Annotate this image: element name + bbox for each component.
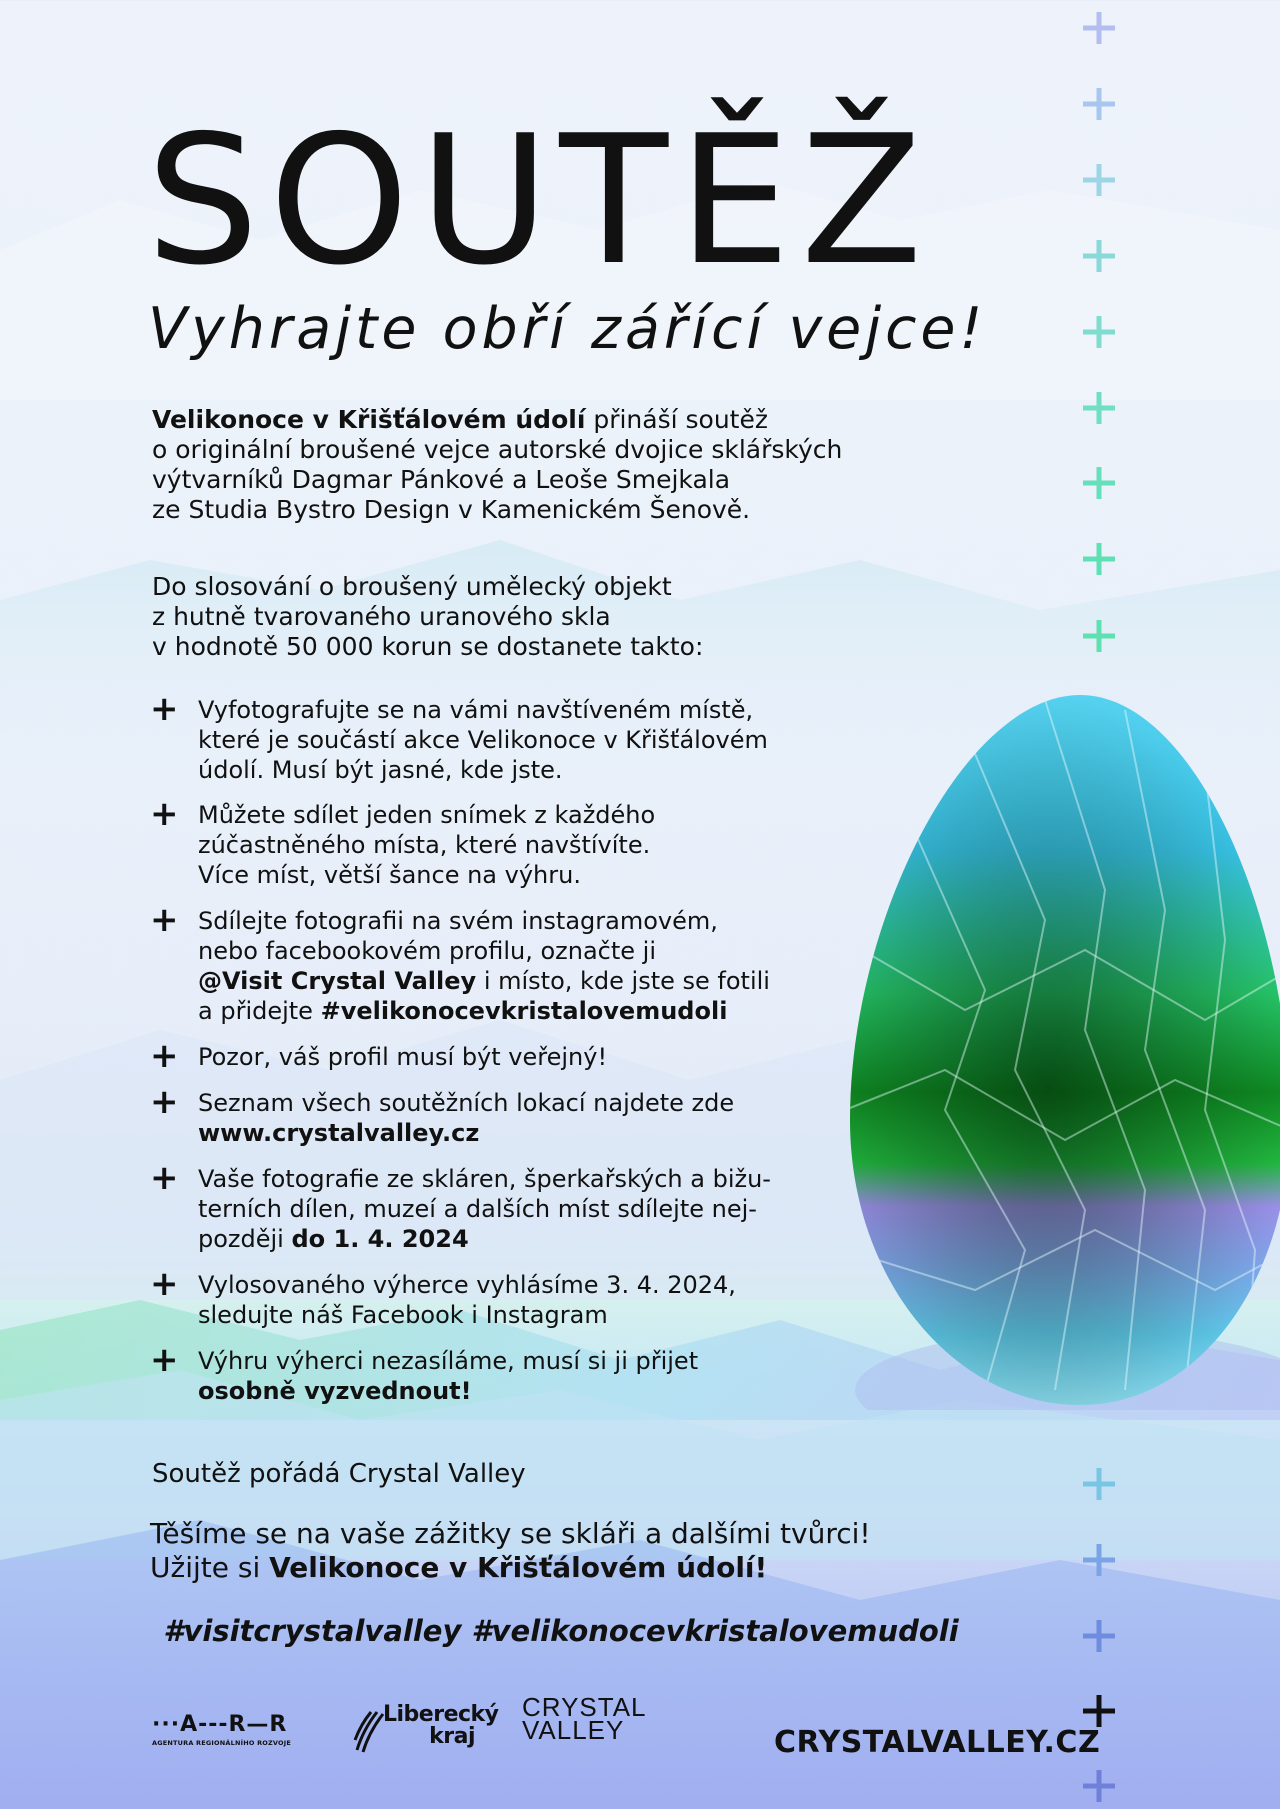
arr-logo — [152, 1712, 312, 1747]
crystal-valley-logo-line-1: CRYSTAL — [522, 1692, 647, 1722]
rule-1-line-1: Vyfotografujte se na vámi navštíveném místě, — [198, 696, 754, 724]
list-item — [150, 1158, 830, 1254]
plus-icon: + — [150, 794, 179, 834]
rule-3-line-3-rest: i místo, kde jste se fotili — [476, 967, 770, 995]
liberecky-kraj-text — [383, 1702, 499, 1749]
website-link[interactable]: www.crystalvalley.cz — [198, 1119, 480, 1147]
rule-5-line-1: Seznam všech soutěžních lokací najdete zde — [198, 1089, 735, 1117]
draw-paragraph — [152, 572, 972, 662]
plus-icon: + — [150, 1158, 179, 1198]
instagram-handle: @Visit Crystal Valley — [198, 967, 477, 995]
rule-7-line-2: sledujte náš Facebook i Instagram — [198, 1301, 608, 1329]
plus-icon: + — [150, 689, 179, 729]
plus-icon: + — [150, 1036, 179, 1076]
closing-line-2-pre: Užijte si — [150, 1551, 270, 1584]
intro-line-1: přináší soutěž — [585, 405, 768, 434]
crystal-egg-image — [845, 690, 1280, 1410]
rule-2-line-2: zúčastněného místa, které navštívíte. — [198, 831, 651, 859]
intro-line-2: o originální broušené vejce autorské dvojice sklářských — [152, 435, 843, 464]
rule-1-line-2: které je součástí akce Velikonoce v Křišťálovém — [198, 726, 768, 754]
draw-line-1: Do slosování o broušený umělecký objekt — [152, 572, 672, 601]
rule-3-line-1: Sdílejte fotografii na svém instagramovém, — [198, 907, 718, 935]
rule-3-line-3 — [198, 966, 830, 996]
plus-icon: + — [150, 1264, 179, 1304]
plus-icon: + — [150, 1082, 179, 1122]
rule-3-line-4 — [198, 996, 830, 1026]
intro-line-3: výtvarníků Dagmar Pánkové a Leoše Smejkala — [152, 465, 731, 494]
list-item — [150, 794, 830, 890]
rules-list — [150, 689, 830, 1406]
liberecky-kraj-line-1: Liberecký — [383, 1702, 499, 1727]
list-item — [150, 1036, 830, 1076]
list-item — [150, 1082, 830, 1148]
hashtag-text: #velikonocevkristalovemudoli — [320, 997, 728, 1025]
rule-8-line-2: osobně vyzvednout! — [198, 1377, 472, 1405]
closing-line-2 — [150, 1551, 871, 1585]
closing-line-1: Těšíme se na vaše zážitky se skláři a dalšími tvůrci! — [150, 1517, 871, 1550]
crystal-valley-logo — [522, 1692, 647, 1745]
intro-bold-lead: Velikonoce v Křišťálovém údolí — [152, 405, 586, 434]
rule-8-line-1: Výhru výherci nezasíláme, musí si ji přijet — [198, 1347, 699, 1375]
crystal-valley-logo-line-2: VALLEY — [522, 1715, 625, 1745]
footer-website-link[interactable]: CRYSTALVALLEY.CZ — [774, 1725, 1101, 1760]
rule-2-line-3: Více míst, větší šance na výhru. — [198, 861, 581, 889]
closing-line-2-bold: Velikonoce v Křišťálovém údolí! — [269, 1551, 768, 1584]
rule-3-line-4-pre: a přidejte — [198, 997, 321, 1025]
arr-logo-mark: ···A---R—R — [152, 1712, 288, 1737]
rule-7-line-1: Vylosovaného výherce vyhlásíme 3. 4. 2024, — [198, 1271, 736, 1299]
plus-icon: + — [150, 900, 179, 940]
intro-paragraph — [152, 405, 972, 525]
liberecky-kraj-logo — [353, 1702, 499, 1758]
rule-3-line-2: nebo facebookovém profilu, označte ji — [198, 937, 656, 965]
closing-text — [150, 1517, 871, 1585]
rule-6-line-2: terních dílen, muzeí a dalších míst sdílejte nej- — [198, 1195, 757, 1223]
page-title: SOUTĚŽ — [146, 97, 933, 304]
rule-6-line-3-pre: později — [198, 1225, 292, 1253]
liberecky-kraj-line-2: kraj — [429, 1724, 475, 1749]
draw-line-2: z hutně tvarovaného uranového skla — [152, 602, 611, 631]
rule-6-line-3 — [198, 1224, 830, 1254]
plus-icon: + — [150, 1340, 179, 1380]
rule-4-line-1: Pozor, váš profil musí být veřejný! — [198, 1043, 608, 1071]
decorative-crosses — [1080, 0, 1120, 1809]
rule-6-line-1: Vaše fotografie ze skláren, šperkařských a bižu- — [198, 1165, 771, 1193]
rule-2-line-1: Můžete sdílet jeden snímek z každého — [198, 801, 656, 829]
deadline-date: do 1. 4. 2024 — [291, 1225, 469, 1253]
list-item — [150, 1264, 830, 1330]
liberecky-kraj-emblem-icon — [353, 1710, 385, 1754]
list-item — [150, 1340, 830, 1406]
arr-logo-subtitle: AGENTURA REGIONÁLNÍHO ROZVOJE — [152, 1739, 292, 1747]
rule-1-line-3: údolí. Musí být jasné, kde jste. — [198, 756, 563, 784]
organizer-text: Soutěž pořádá Crystal Valley — [152, 1459, 526, 1489]
page-subtitle: Vyhrajte obří zářící vejce! — [148, 296, 987, 362]
list-item — [150, 900, 830, 1026]
list-item — [150, 689, 830, 785]
intro-line-4: ze Studia Bystro Design v Kamenickém Šenově. — [152, 495, 751, 524]
draw-line-3: v hodnotě 50 000 korun se dostanete takto: — [152, 632, 704, 661]
hashtags: #visitcrystalvalley #velikonocevkristalovemudoli — [163, 1614, 959, 1648]
